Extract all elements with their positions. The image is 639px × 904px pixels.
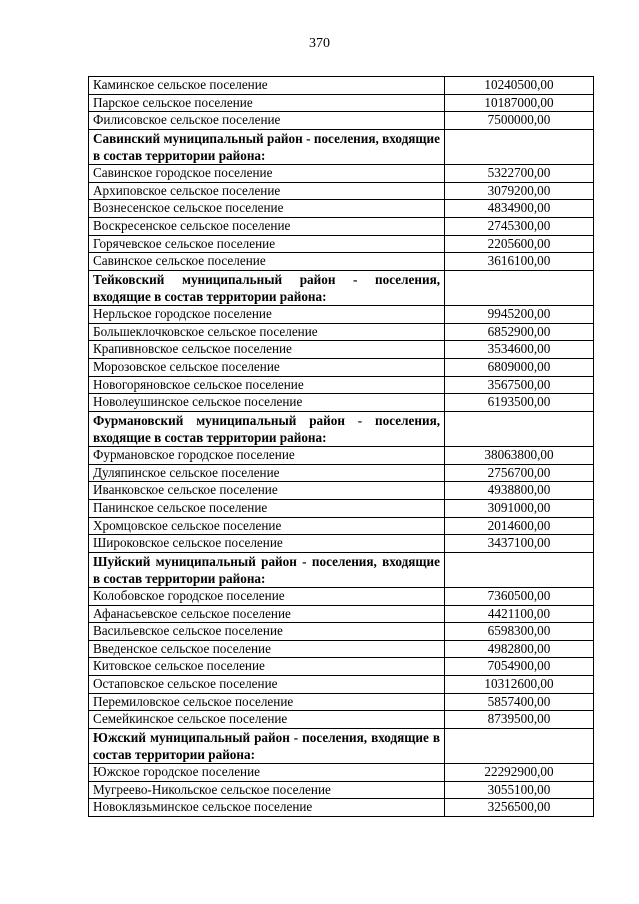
- settlement-name-cell: Морозовское сельское поселение: [89, 358, 445, 376]
- settlement-name-cell: Колобовское городское поселение: [89, 588, 445, 606]
- settlement-name-cell: Хромцовское сельское поселение: [89, 517, 445, 535]
- settlement-row: [89, 781, 594, 799]
- amount-cell: 7360500,00: [445, 588, 594, 606]
- amount-cell: 7054900,00: [445, 658, 594, 676]
- amount-cell: 5322700,00: [445, 165, 594, 183]
- settlement-row: [89, 323, 594, 341]
- settlement-row: [89, 235, 594, 253]
- settlement-name-cell: Панинское сельское поселение: [89, 499, 445, 517]
- district-name-cell: Южский муниципальный район - поселения, входящие в состав территории района:: [89, 728, 445, 763]
- amount-cell: 4938800,00: [445, 482, 594, 500]
- amount-cell: 9945200,00: [445, 306, 594, 324]
- amount-cell: 3534600,00: [445, 341, 594, 359]
- settlement-row: [89, 253, 594, 271]
- settlement-row: [89, 605, 594, 623]
- settlement-row: [89, 217, 594, 235]
- settlement-row: [89, 535, 594, 553]
- settlement-name-cell: Афанасьевское сельское поселение: [89, 605, 445, 623]
- settlement-row: [89, 588, 594, 606]
- amount-cell: 3091000,00: [445, 499, 594, 517]
- settlement-name-cell: Нерльское городское поселение: [89, 306, 445, 324]
- settlement-row: [89, 376, 594, 394]
- district-name-cell: Шуйский муниципальный район - поселения, входящие в состав территории района:: [89, 552, 445, 587]
- settlement-name-cell: Перемиловское сельское поселение: [89, 693, 445, 711]
- table-body: [89, 77, 594, 817]
- settlement-name-cell: Парское сельское поселение: [89, 94, 445, 112]
- amount-cell: 3616100,00: [445, 253, 594, 271]
- settlement-name-cell: Широковское сельское поселение: [89, 535, 445, 553]
- settlement-row: [89, 623, 594, 641]
- district-name-cell: Савинский муниципальный район - поселения, входящие в состав территории района:: [89, 129, 445, 164]
- amount-cell: 3437100,00: [445, 535, 594, 553]
- settlement-name-cell: Савинское сельское поселение: [89, 253, 445, 271]
- amount-cell: [445, 270, 594, 305]
- amount-cell: 38063800,00: [445, 447, 594, 465]
- settlement-name-cell: Горячевское сельское поселение: [89, 235, 445, 253]
- amount-cell: 7500000,00: [445, 112, 594, 130]
- settlement-name-cell: Васильевское сельское поселение: [89, 623, 445, 641]
- settlement-name-cell: Южское городское поселение: [89, 764, 445, 782]
- settlement-name-cell: Крапивновское сельское поселение: [89, 341, 445, 359]
- district-header-row: [89, 270, 594, 305]
- settlement-name-cell: Новогоряновское сельское поселение: [89, 376, 445, 394]
- amount-cell: [445, 552, 594, 587]
- district-name-cell: Тейковский муниципальный район - поселения, входящие в состав территории района:: [89, 270, 445, 305]
- settlement-name-cell: Иванковское сельское поселение: [89, 482, 445, 500]
- amount-cell: 8739500,00: [445, 711, 594, 729]
- settlement-name-cell: Фурмановское городское поселение: [89, 447, 445, 465]
- settlement-row: [89, 676, 594, 694]
- district-header-row: [89, 411, 594, 446]
- settlement-name-cell: Китовское сельское поселение: [89, 658, 445, 676]
- amount-cell: 3079200,00: [445, 182, 594, 200]
- amount-cell: 3567500,00: [445, 376, 594, 394]
- amount-cell: 3055100,00: [445, 781, 594, 799]
- district-name-cell: Фурмановский муниципальный район - поселения, входящие в состав территории района:: [89, 411, 445, 446]
- amount-cell: 6598300,00: [445, 623, 594, 641]
- settlement-name-cell: Дуляпинское сельское поселение: [89, 464, 445, 482]
- settlement-name-cell: Введенское сельское поселение: [89, 640, 445, 658]
- settlement-name-cell: Большеклочковское сельское поселение: [89, 323, 445, 341]
- settlement-row: [89, 799, 594, 817]
- amount-cell: 2745300,00: [445, 217, 594, 235]
- settlement-row: [89, 499, 594, 517]
- amount-cell: 2205600,00: [445, 235, 594, 253]
- amount-cell: 5857400,00: [445, 693, 594, 711]
- settlement-row: [89, 711, 594, 729]
- settlements-budget-table: [88, 76, 594, 817]
- amount-cell: 2756700,00: [445, 464, 594, 482]
- settlement-row: [89, 640, 594, 658]
- settlement-row: [89, 517, 594, 535]
- settlement-row: [89, 77, 594, 95]
- settlement-row: [89, 200, 594, 218]
- district-header-row: [89, 552, 594, 587]
- settlement-row: [89, 358, 594, 376]
- amount-cell: 3256500,00: [445, 799, 594, 817]
- district-header-row: [89, 129, 594, 164]
- amount-cell: 4834900,00: [445, 200, 594, 218]
- settlement-row: [89, 94, 594, 112]
- amount-cell: [445, 411, 594, 446]
- district-header-row: [89, 728, 594, 763]
- amount-cell: 22292900,00: [445, 764, 594, 782]
- settlement-name-cell: Новоклязьминское сельское поселение: [89, 799, 445, 817]
- amount-cell: 10312600,00: [445, 676, 594, 694]
- settlement-row: [89, 394, 594, 412]
- settlement-name-cell: Воскресенское сельское поселение: [89, 217, 445, 235]
- settlement-row: [89, 182, 594, 200]
- settlement-row: [89, 112, 594, 130]
- settlement-name-cell: Остаповское сельское поселение: [89, 676, 445, 694]
- settlement-row: [89, 693, 594, 711]
- amount-cell: [445, 129, 594, 164]
- settlement-row: [89, 306, 594, 324]
- settlement-row: [89, 447, 594, 465]
- settlement-row: [89, 482, 594, 500]
- settlement-name-cell: Вознесенское сельское поселение: [89, 200, 445, 218]
- settlement-name-cell: Филисовское сельское поселение: [89, 112, 445, 130]
- settlement-name-cell: Савинское городское поселение: [89, 165, 445, 183]
- settlement-name-cell: Новолеушинское сельское поселение: [89, 394, 445, 412]
- settlement-row: [89, 165, 594, 183]
- amount-cell: 2014600,00: [445, 517, 594, 535]
- settlement-name-cell: Семейкинское сельское поселение: [89, 711, 445, 729]
- amount-cell: 6193500,00: [445, 394, 594, 412]
- settlement-name-cell: Архиповское сельское поселение: [89, 182, 445, 200]
- amount-cell: 10240500,00: [445, 77, 594, 95]
- settlement-row: [89, 658, 594, 676]
- settlement-row: [89, 341, 594, 359]
- amount-cell: [445, 728, 594, 763]
- amount-cell: 4982800,00: [445, 640, 594, 658]
- settlement-row: [89, 764, 594, 782]
- settlement-name-cell: Каминское сельское поселение: [89, 77, 445, 95]
- amount-cell: 10187000,00: [445, 94, 594, 112]
- amount-cell: 6852900,00: [445, 323, 594, 341]
- settlement-row: [89, 464, 594, 482]
- page-number: 370: [309, 36, 330, 51]
- amount-cell: 6809000,00: [445, 358, 594, 376]
- amount-cell: 4421100,00: [445, 605, 594, 623]
- settlement-name-cell: Мугреево-Никольское сельское поселение: [89, 781, 445, 799]
